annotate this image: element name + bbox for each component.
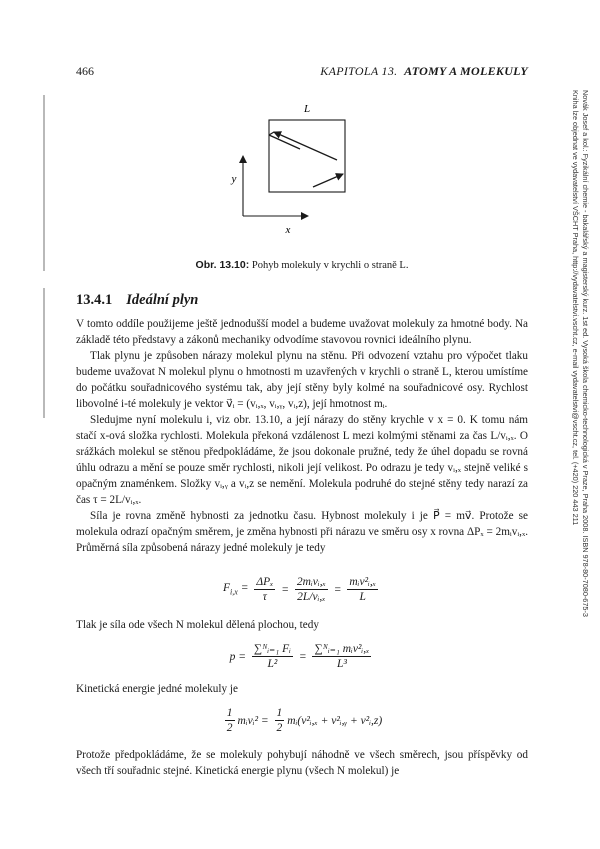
body-text-3	[76, 681, 528, 697]
page-header	[76, 64, 528, 80]
trajectory-2	[269, 132, 274, 135]
paragraph-6: Kinetická energie jedné molekuly je	[76, 683, 238, 695]
eq2-f2-den: L³	[337, 658, 347, 670]
eq3-half-2	[275, 706, 285, 735]
running-head	[320, 64, 528, 79]
body-text-2	[76, 617, 528, 633]
page-number: 466	[76, 64, 94, 78]
eq2-frac-2	[312, 642, 371, 671]
paragraph-5: Tlak je síla ode všech N molekul dělená plochou, tedy	[76, 619, 319, 631]
eq3-h2-den: 2	[276, 722, 283, 734]
eq1-lhs-sub: i,x	[230, 587, 238, 597]
equation-pressure: p = $\frac{\text{∑ᴺᵢ₌₁ Fᵢ}}{\text{L²}}$ = $\frac{\text{∑ᴺᵢ₌₁ mᵢv²ᵢ,ₓ}}{\text{L³}}$	[229, 643, 370, 670]
eq2-f2-num: ∑ᴺᵢ₌₁ mᵢv²ᵢ,ₓ	[314, 643, 370, 655]
equation-kinetic-energy: $\frac{1}{2}$ mᵢvᵢ² = $\frac{1}{2}$ mᵢ(v²ᵢ,ₓ + v²ᵢ,ᵧ + v²ᵢ,z)	[226, 707, 383, 734]
eq1-f2-num: 2mᵢvᵢ,ₓ	[296, 576, 326, 588]
eq2-f1-den: L²	[267, 658, 278, 670]
eq2-f1-num: ∑ᴺᵢ₌₁ Fᵢ	[253, 643, 291, 655]
eq3-h1-num: 1	[226, 707, 233, 719]
paragraph-4: Síla je rovna změně hybnosti za jednotku času. Hybnost molekuly i je P⃗ = mv⃗. Protože se molekula odrazí opačným směrem, je změna hybnosti při nárazu ve směru osy x rovna ΔPₓ = 2mᵢvᵢ,ₓ. Průměrná síla způsobená nárazy jedné molekuly je tedy	[76, 510, 528, 554]
side-note-line-1: Novák Josef a kol.: Fyzikální chemie - bakalářský a magisterský kurz. 1st ed. Vysoká škola chemicko-technologická v Praze, Praha 2008. ISBN 978-80-7080-675-3	[581, 90, 590, 617]
eq3-half-1	[225, 706, 235, 735]
paragraph-3: Sledujme nyní molekulu i, viz obr. 13.10, a její nárazy do stěny krychle v x = 0. K tomu nám stačí x-ová složka rychlosti. Molekula překoná vzdálenost L mezi kolmými stěnami za čas L/vᵢ,ₓ. O srážkách molekul se stěnou předpokládáme, že jsou dokonale pružné, tedy že úhel dopadu se rovná úhlu odrazu a mění se pouze směr rychlosti, nikoli její velikost. Po odrazu je tedy vᵢ,ₓ stejně veliké s opačným znaménkem. Složky vᵢ,ᵧ a vᵢ,z se nemění. Molekula podruhé do stejné stěny tedy narazí za čas τ = 2L/vᵢ,ₓ.	[76, 414, 528, 506]
figure-caption	[76, 259, 528, 271]
trajectory-1	[274, 132, 337, 160]
eq1-f1-den: τ	[262, 591, 267, 603]
eq1-f1-num: ΔPₓ	[256, 576, 274, 588]
paragraph-1: V tomto oddíle použijeme ještě jednodušší model a budeme uvažovat molekuly za hmotné body. Na základě této představy a zákonů mechaniky odvodíme stavovou rovnici ideálního plynu.	[76, 318, 528, 346]
caption-label: Obr. 13.10:	[195, 259, 250, 271]
eq1-f3-den: L	[359, 591, 366, 603]
trajectory-4	[313, 174, 343, 187]
eq1-f2-den: 2L/vᵢ,ₓ	[297, 591, 326, 603]
equation-force: $F_{i,x}$ = $\frac{\text{ΔPₓ}}{\tau}$ = $\frac{\text{2mᵢvᵢ,ₓ}}{\text{2L/vᵢ,ₓ}}$ = $\frac{\text{mᵢv²ᵢ,ₓ}}{L}$	[223, 576, 376, 603]
section-heading	[76, 292, 198, 309]
body-text-1	[76, 316, 528, 556]
eq2-lhs: p	[229, 650, 236, 663]
eq3-lhs-tail: mᵢvᵢ²	[237, 714, 259, 727]
caption-text: Pohyb molekuly v krychli o straně L.	[251, 260, 409, 271]
section-title: Ideální plyn	[126, 292, 199, 308]
eq3-h1-den: 2	[226, 722, 233, 734]
figure-molecule-cube	[222, 98, 372, 243]
eq1-lhs: F	[223, 582, 231, 595]
eq3-h2-num: 1	[276, 707, 283, 719]
body-text-4	[76, 747, 528, 779]
eq1-frac-2	[295, 575, 328, 604]
paragraph-2: Tlak plynu je způsoben nárazy molekul plynu na stěnu. Při odvození vztahu pro výpočet tlaku budeme uvažovat N molekul plynu o hmotnosti m uzavřených v krychli o straně L, kterou umístíme do počátku souřadnicového systému tak, aby její stěny byly kolmé na souřadnicové osy. Rychlost libovolné i-té molekuly je vektor v⃗ᵢ = (vᵢ,ₓ, vᵢ,ᵧ, vᵢ,z), její hmotnost mᵢ.	[76, 350, 528, 410]
eq1-f3-num: mᵢv²ᵢ,ₓ	[349, 576, 376, 588]
label-y: y	[231, 173, 237, 185]
cube-square	[269, 120, 345, 192]
eq1-frac-3	[347, 575, 378, 604]
margin-bar-figure	[43, 95, 45, 271]
label-x: x	[285, 224, 291, 236]
eq1-frac-1	[254, 575, 275, 604]
eq3-rhs-tail: mᵢ(v²ᵢ,ₓ + v²ᵢ,ᵧ + v²ᵢ,z)	[287, 714, 383, 727]
figure-drawing	[222, 98, 372, 243]
eq2-frac-1	[252, 642, 293, 671]
chapter-title: ATOMY A MOLEKULY	[404, 64, 528, 78]
side-note	[560, 90, 590, 650]
paragraph-7: Protože předpokládáme, že se molekuly pohybují náhodně ve všech směrech, jsou příspěvky od všech tří souřadnic stejné. Kinetická energie plynu (všech N molekul) je	[76, 749, 528, 777]
side-note-line-2: Kniha lze objednat ve vydavatelství VŠCHT Praha, http://vydavatelstvi.vscht.cz, e-mail vydavatelstvi@vscht.cz, tel. (+420) 220 443 211	[571, 90, 580, 526]
margin-bar-text	[43, 288, 45, 418]
section-number: 13.4.1	[76, 292, 113, 308]
chapter-label: KAPITOLA 13.	[320, 64, 398, 78]
label-L: L	[303, 103, 311, 115]
